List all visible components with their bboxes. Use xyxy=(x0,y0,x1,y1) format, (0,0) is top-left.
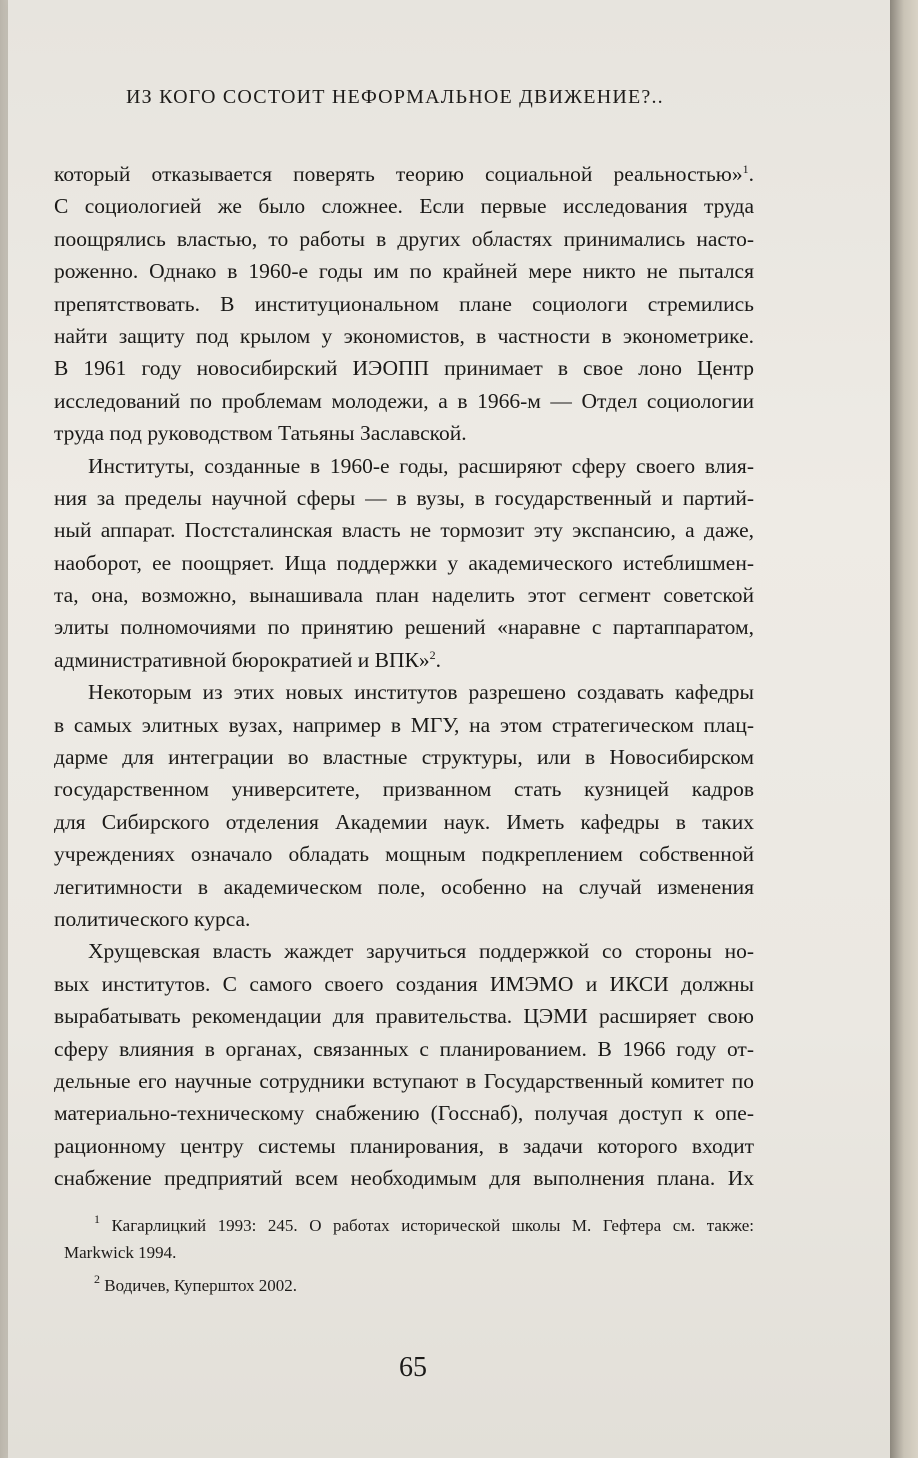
footnote-1 xyxy=(64,1212,754,1266)
text-line xyxy=(54,385,754,417)
footnote-2 xyxy=(64,1272,754,1299)
footnote-1-marker: 1 xyxy=(94,1212,100,1226)
text-line-content: административной бюрократией и ВПК» xyxy=(54,647,430,672)
text-line-content: найти защиту под крылом у экономистов, в частности в эконометрике. xyxy=(54,323,754,348)
text-line xyxy=(54,1000,754,1032)
text-line xyxy=(54,903,754,935)
text-line xyxy=(54,579,754,611)
text-line xyxy=(54,935,754,967)
text-line-content: дельные его научные сотрудники вступают в Государственный комитет по xyxy=(54,1068,754,1093)
text-line-tail: . xyxy=(748,162,754,186)
text-line xyxy=(54,968,754,1000)
text-line xyxy=(54,1033,754,1065)
page-number: 65 xyxy=(399,1352,427,1383)
text-line xyxy=(54,741,754,773)
footnote-reference: 1 xyxy=(742,162,749,176)
text-line-content: для Сибирского отделения Академии наук. Иметь кафедры в таких xyxy=(54,809,754,834)
text-line xyxy=(54,871,754,903)
text-line-content: государственном университете, призванном стать кузницей кадров xyxy=(54,777,754,802)
body-text xyxy=(54,158,754,1195)
text-line xyxy=(54,450,754,482)
text-line-content: труда под руководством Татьяны Заславской. xyxy=(54,421,467,446)
running-header: ИЗ КОГО СОСТОИТ НЕФОРМАЛЬНОЕ ДВИЖЕНИЕ?.. xyxy=(126,86,664,108)
text-line xyxy=(54,223,754,255)
text-line-content: в самых элитных вузах, например в МГУ, на этом стратегическом плац- xyxy=(54,712,754,737)
footnote-2-line-1 xyxy=(64,1272,754,1299)
text-line-content: исследований по проблемам молодежи, а в 1966-м — Отдел социологии xyxy=(54,388,754,413)
text-line xyxy=(54,190,754,222)
text-line xyxy=(54,1097,754,1129)
text-line xyxy=(54,676,754,708)
text-line xyxy=(54,1065,754,1097)
text-line-content: сферу влияния в органах, связанных с планированием. В 1966 году от- xyxy=(54,1036,754,1061)
text-line-content: ния за пределы научной сферы — в вузы, в государственный и партий- xyxy=(54,485,754,510)
text-line-content: В 1961 году новосибирский ИЭОПП принимает в свое лоно Центр xyxy=(54,356,754,381)
text-line-content: дарме для интеграции во властные структуры, или в Новосибирском xyxy=(54,745,754,770)
text-line-content: элиты полномочиями по принятию решений «наравне с партаппаратом, xyxy=(54,615,754,640)
text-line xyxy=(54,514,754,546)
text-line xyxy=(54,547,754,579)
footnotes xyxy=(64,1212,754,1305)
text-line-content: рационному центру системы планирования, в задачи которого входит xyxy=(54,1133,754,1158)
text-line xyxy=(54,773,754,805)
text-line xyxy=(54,806,754,838)
text-line-content: легитимности в академическом поле, особенно на случай изменения xyxy=(54,874,754,899)
text-line-content: вырабатывать рекомендации для правительства. ЦЭМИ расширяет свою xyxy=(54,1004,754,1029)
text-line xyxy=(54,417,754,449)
text-line xyxy=(54,1130,754,1162)
text-line xyxy=(54,482,754,514)
text-line xyxy=(54,838,754,870)
text-line xyxy=(54,320,754,352)
text-line-content: политического курса. xyxy=(54,906,251,931)
text-line xyxy=(54,288,754,320)
text-line-tail: . xyxy=(435,647,441,672)
text-line-content: Хрущевская власть жаждет заручиться поддержкой со стороны но- xyxy=(88,939,754,964)
text-line-content: который отказывается поверять теорию социальной реальностью» xyxy=(54,162,743,186)
text-line-content: поощрялись властью, то работы в других областях принимались насто- xyxy=(54,226,754,251)
footnote-reference: 2 xyxy=(429,647,436,662)
text-line xyxy=(54,158,754,190)
text-line-content: вых институтов. С самого своего создания ИМЭМО и ИКСИ должны xyxy=(54,971,754,996)
right-page-strip xyxy=(890,0,918,1458)
text-line-content: учреждениях означало обладать мощным подкреплением собственной xyxy=(54,842,754,867)
text-line xyxy=(54,352,754,384)
footnote-1-line-2: Markwick 1994. xyxy=(64,1243,177,1262)
text-line xyxy=(54,611,754,643)
text-line-content: ный аппарат. Постсталинская власть не тормозит эту экспансию, а даже, xyxy=(54,518,754,543)
text-line-content: наоборот, ее поощряет. Ища поддержки у академического истеблишмен- xyxy=(54,550,754,575)
text-line-content: роженно. Однако в 1960-е годы им по крайней мере никто не пытался xyxy=(54,259,754,284)
text-line xyxy=(54,1162,754,1194)
text-line-content: Некоторым из этих новых институтов разрешено создавать кафедры xyxy=(88,680,754,705)
text-line xyxy=(54,255,754,287)
text-line xyxy=(54,709,754,741)
footnote-1-line-1 xyxy=(64,1212,754,1239)
book-page xyxy=(8,0,896,1458)
text-line-content: С социологией же было сложнее. Если первые исследования труда xyxy=(54,194,754,219)
footnote-2-text: Водичев, Куперштох 2002. xyxy=(104,1276,298,1295)
footnote-1-text: Кагарлицкий 1993: 245. О работах исторической школы М. Гефтера см. также: xyxy=(111,1216,755,1235)
text-line-content: препятствовать. В институциональном плане социологи стремились xyxy=(54,291,754,316)
text-line-content: материально-техническому снабжению (Госснаб), получая доступ к опе- xyxy=(54,1101,754,1126)
text-line-content: Институты, созданные в 1960-е годы, расширяют сферу своего влия- xyxy=(88,453,754,478)
text-line-content: снабжение предприятий всем необходимым для выполнения плана. Их xyxy=(54,1166,754,1191)
text-line xyxy=(54,644,754,676)
footnote-2-marker: 2 xyxy=(94,1272,100,1286)
text-line-content: та, она, возможно, вынашивала план наделить этот сегмент советской xyxy=(54,583,754,608)
